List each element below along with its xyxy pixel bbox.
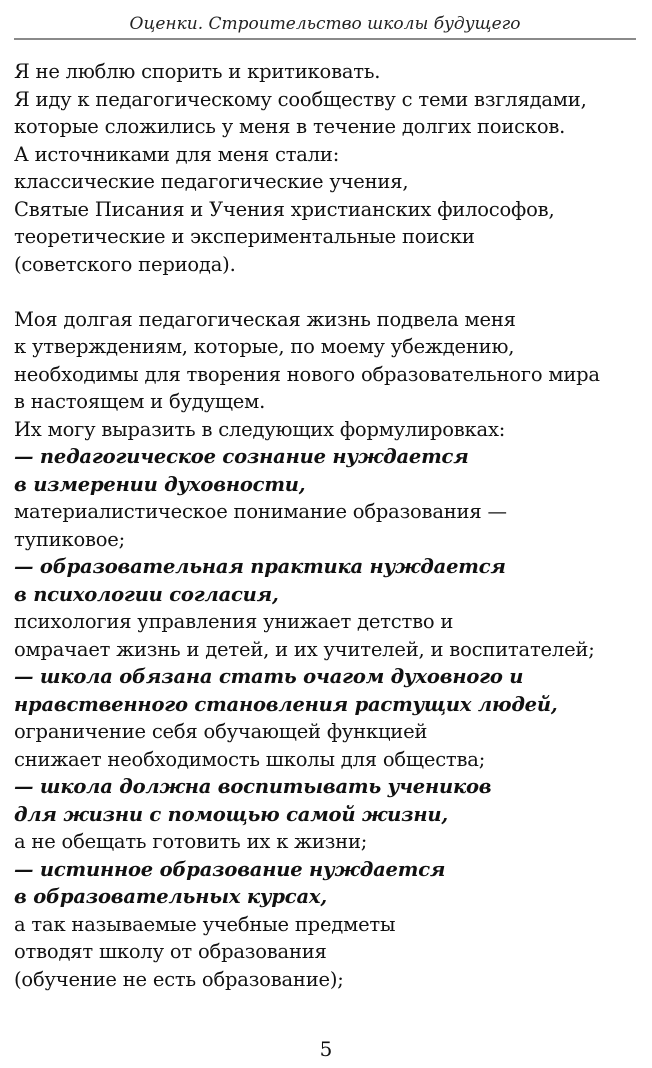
thesis-emphasis-line: в образовательных курсах, (14, 885, 327, 908)
thesis-text-line: а не обещать готовить их к жизни; (14, 830, 368, 853)
text-line: необходимы для творения нового образовательного мира (14, 362, 600, 386)
thesis-emphasis-line: для жизни с помощью самой жизни, (14, 802, 448, 826)
text-line: Я иду к педагогическому сообществу с теми взглядами, (14, 87, 587, 111)
thesis-emphasis-line: — педагогическое сознание нуждается (14, 445, 469, 468)
paragraph-statements (14, 306, 638, 444)
text-line: в настоящем и будущем. (14, 390, 266, 413)
text-line: которые сложились у меня в течение долгих поисков. (14, 115, 566, 138)
thesis-emphasis-line: — школа обязана стать очагом духовного и (14, 665, 524, 688)
thesis-item (14, 773, 638, 856)
text-line: теоретические и экспериментальные поиски (14, 225, 475, 248)
paragraph-intro (14, 58, 638, 278)
thesis-text-line: материалистическое понимание образования — (14, 500, 507, 523)
thesis-emphasis-line: нравственного становления растущих людей, (14, 692, 558, 716)
thesis-text-line: омрачает жизнь и детей, и их учителей, и воспитателей; (14, 637, 595, 661)
text-line: (советского периода). (14, 252, 236, 276)
thesis-emphasis-line: — школа должна воспитывать учеников (14, 775, 492, 798)
thesis-item (14, 856, 638, 994)
thesis-item (14, 443, 638, 553)
page-body (14, 58, 638, 993)
text-line: классические педагогические учения, (14, 170, 409, 193)
thesis-text-line: отводят школу от образования (14, 940, 327, 963)
running-header (14, 12, 636, 40)
thesis-item (14, 553, 638, 663)
thesis-text-line: а так называемые учебные предметы (14, 912, 396, 936)
text-line: А источниками для меня стали: (14, 142, 340, 166)
text-line: Моя долгая педагогическая жизнь подвела меня (14, 307, 516, 331)
text-line: к утверждениям, которые, по моему убеждению, (14, 335, 515, 358)
running-header-title: Оценки. Строительство школы будущего (129, 14, 521, 34)
text-line: Святые Писания и Учения христианских философов, (14, 197, 555, 221)
thesis-emphasis-line: в измерении духовности, (14, 472, 306, 496)
text-line: Я не люблю спорить и критиковать. (14, 60, 381, 83)
thesis-text-line: тупиковое; (14, 527, 126, 551)
thesis-text-line: снижает необходимость школы для общества; (14, 747, 486, 771)
page-number: 5 (319, 1037, 333, 1061)
paragraph-gap (14, 278, 638, 306)
thesis-emphasis-line: — образовательная практика нуждается (14, 555, 506, 578)
thesis-item (14, 663, 638, 773)
thesis-list (14, 443, 638, 993)
thesis-emphasis-line: — истинное образование нуждается (14, 857, 446, 881)
thesis-emphasis-line: в психологии согласия, (14, 582, 279, 606)
text-line: Их могу выразить в следующих формулировках: (14, 417, 506, 441)
thesis-text-line: (обучение не есть образование); (14, 967, 344, 991)
thesis-text-line: психология управления унижает детство и (14, 610, 454, 633)
thesis-text-line: ограничение себя обучающей функцией (14, 720, 428, 743)
